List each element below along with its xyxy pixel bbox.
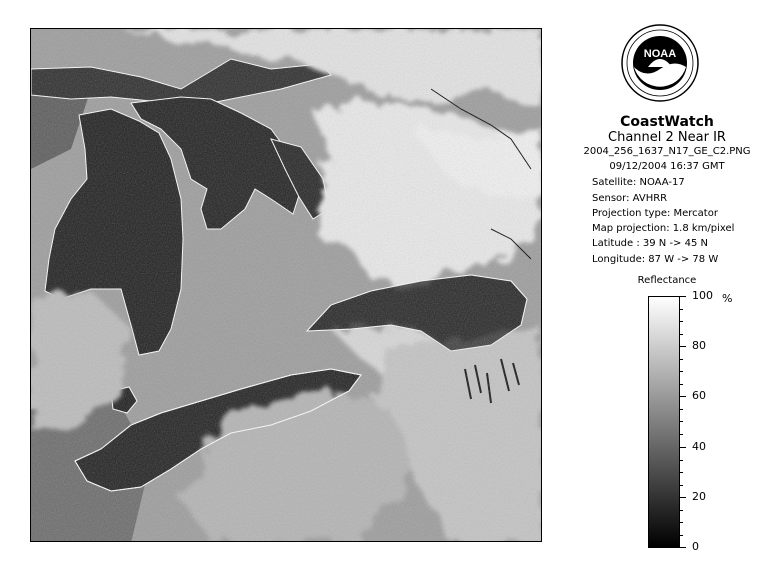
colorbar-minor-tick	[680, 434, 683, 435]
colorbar-minor-tick	[680, 321, 683, 322]
colorbar-minor-tick	[680, 371, 683, 372]
colorbar-tick-label: 0	[692, 540, 699, 553]
colorbar-tick-mark	[680, 497, 686, 498]
colorbar-minor-tick	[680, 535, 683, 536]
colorbar-ticks	[680, 289, 770, 553]
satellite-image	[30, 28, 542, 542]
colorbar-minor-tick	[680, 309, 683, 310]
colorbar-tick-label: 80	[692, 339, 706, 352]
colorbar-tick-mark	[680, 346, 686, 347]
colorbar-tick-label: 20	[692, 490, 706, 503]
noaa-logo-icon	[620, 23, 700, 103]
satellite-info: Satellite: NOAA-17	[592, 177, 685, 188]
colorbar-minor-tick	[680, 485, 683, 486]
colorbar-minor-tick	[680, 384, 683, 385]
colorbar-minor-tick	[680, 472, 683, 473]
reflectance-colorbar	[648, 296, 680, 548]
colorbar-tick-label: 100	[692, 289, 713, 302]
latitude-range: Latitude : 39 N -> 45 N	[592, 238, 708, 249]
datetime: 09/12/2004 16:37 GMT	[609, 161, 725, 172]
colorbar-minor-tick	[680, 460, 683, 461]
sensor-info: Sensor: AVHRR	[592, 193, 668, 204]
app-title: CoastWatch	[620, 114, 714, 130]
projection-type: Projection type: Mercator	[592, 208, 718, 219]
colorbar-unit: %	[722, 292, 733, 305]
colorbar-minor-tick	[680, 421, 683, 422]
great-lakes-map	[31, 29, 542, 542]
colorbar-tick-mark	[680, 547, 686, 548]
colorbar-minor-tick	[680, 510, 683, 511]
colorbar-tick-label: 40	[692, 440, 706, 453]
longitude-range: Longitude: 87 W -> 78 W	[592, 254, 719, 265]
colorbar-minor-tick	[680, 359, 683, 360]
colorbar-tick-label: 60	[692, 389, 706, 402]
legend-label: Reflectance	[637, 275, 697, 286]
colorbar-minor-tick	[680, 409, 683, 410]
colorbar-minor-tick	[680, 334, 683, 335]
filename: 2004_256_1637_N17_GE_C2.PNG	[583, 146, 751, 157]
channel-name: Channel 2 Near IR	[608, 130, 726, 145]
colorbar-minor-tick	[680, 522, 683, 523]
colorbar-tick-mark	[680, 447, 686, 448]
colorbar-tick-mark	[680, 396, 686, 397]
colorbar-tick-mark	[680, 296, 686, 297]
info-panel	[560, 18, 774, 558]
logo-text: NOAA	[643, 48, 677, 60]
map-projection: Map projection: 1.8 km/pixel	[592, 223, 735, 234]
